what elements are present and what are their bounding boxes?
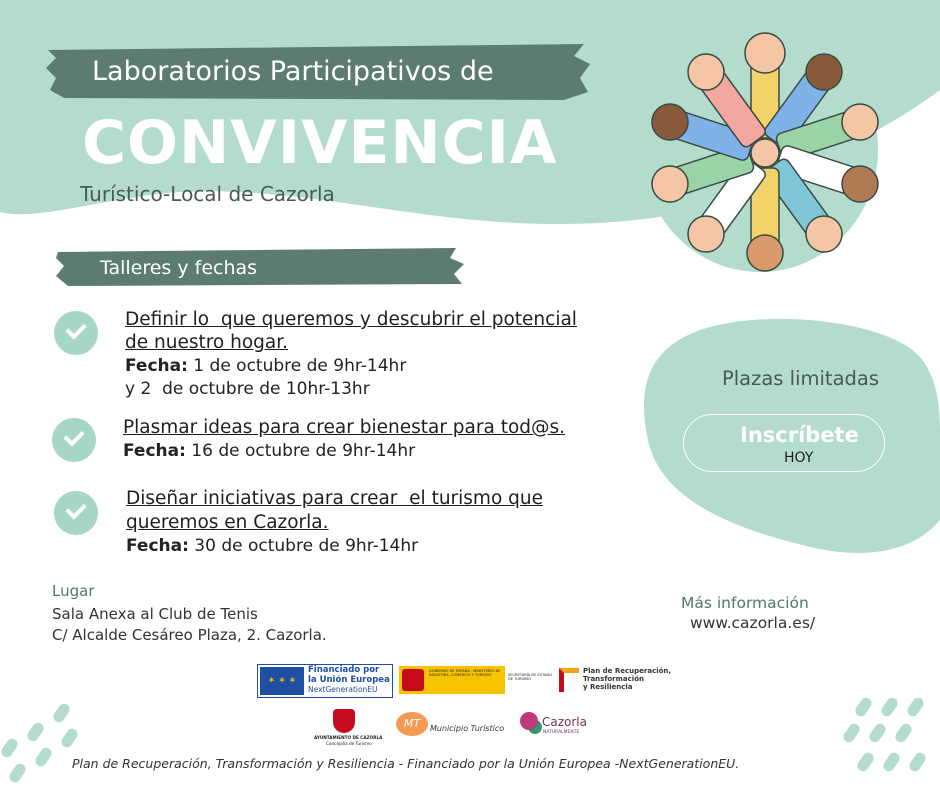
eu-logo-line2: la Unión Europea	[308, 675, 390, 685]
prtr-logo-line2: Transformación	[583, 675, 644, 683]
prtr-logo-mark	[559, 668, 579, 692]
workshop-3-title-line2: queremos en Cazorla.	[126, 512, 329, 533]
people-circle-illustration	[630, 28, 900, 278]
title-main: CONVIVENCIA	[82, 108, 558, 178]
eu-logo	[257, 664, 393, 698]
cazorla-flower-icon	[520, 712, 538, 730]
workshop-3-title-line1: Diseñar iniciativas para crear el turismo que	[126, 488, 543, 509]
date-value: 30 de octubre de 9hr-14hr	[188, 536, 419, 556]
subtitle: Turístico-Local de Cazorla	[80, 182, 335, 206]
eu-flag-icon: ✶ ✶ ✶	[260, 667, 304, 695]
more-info-heading: Más información	[681, 594, 809, 612]
cazorla-logo-name: Cazorla	[542, 715, 587, 729]
more-info-link[interactable]: www.cazorla.es/	[690, 614, 816, 632]
workshop-1-title-line1: Definir lo que queremos y descubrir el potencial	[125, 309, 577, 330]
signup-button-label[interactable]: Inscríbete	[740, 423, 859, 447]
workshop-2-date	[123, 441, 415, 461]
spain-government-logo	[399, 666, 505, 694]
ayuntamiento-crest-icon	[333, 709, 355, 733]
date-value: 1 de octubre de 9hr-14hr	[187, 356, 407, 376]
workshop-3-date	[126, 536, 418, 556]
location-line1: Sala Anexa al Club de Tenis	[52, 605, 258, 623]
date-label: Fecha:	[125, 356, 188, 376]
prtr-logo-line3: y Resiliencia	[583, 683, 633, 691]
ayuntamiento-line2: Concejalía de Turismo	[326, 741, 372, 746]
ayuntamiento-line1: AYUNTAMIENTO DE CAZORLA	[314, 735, 383, 740]
section-label: Talleres y fechas	[100, 257, 258, 279]
municipio-turistico-text: Municipio Turístico	[430, 724, 505, 733]
footer-text: Plan de Recuperación, Transformación y Resiliencia - Financiado por la Unión Europea -NextGenerationEU.	[72, 756, 740, 771]
title-line1: Laboratorios Participativos de	[92, 56, 494, 87]
spain-crest-icon	[402, 669, 424, 691]
check-icon	[54, 491, 98, 535]
date-value: 16 de octubre de 9hr-14hr	[185, 441, 416, 461]
date-label: Fecha:	[126, 536, 189, 556]
check-icon	[54, 311, 98, 355]
workshop-2-title: Plasmar ideas para crear bienestar para tod@s.	[123, 417, 566, 438]
eu-logo-line1: Financiado por	[308, 665, 380, 675]
secretaria-turismo-text: SECRETARÍA DE ESTADO DE TURISMO	[508, 673, 553, 681]
workshop-1-date	[125, 356, 406, 376]
check-icon	[52, 418, 96, 462]
workshop-1-date-2: y 2 de octubre de 10hr-13hr	[125, 379, 370, 399]
date-label: Fecha:	[123, 441, 186, 461]
municipio-turistico-logo: MT	[396, 712, 428, 736]
cazorla-logo-tagline: NATURALMENTE	[543, 730, 580, 735]
prtr-logo-line1: Plan de Recuperación,	[583, 667, 672, 675]
location-heading: Lugar	[52, 582, 95, 600]
workshop-1-title-line2: de nuestro hogar.	[125, 332, 289, 353]
eu-logo-line3: NextGenerationEU	[308, 685, 378, 694]
location-line2: C/ Alcalde Cesáreo Plaza, 2. Cazorla.	[52, 626, 327, 644]
spain-ministry-text: GOBIERNO DE ESPAÑA · MINISTERIO DE INDUSTRIA, COMERCIO Y TURISMO	[429, 669, 501, 677]
signup-button-subtext[interactable]: HOY	[784, 450, 814, 466]
plazas-limitadas: Plazas limitadas	[722, 367, 879, 390]
